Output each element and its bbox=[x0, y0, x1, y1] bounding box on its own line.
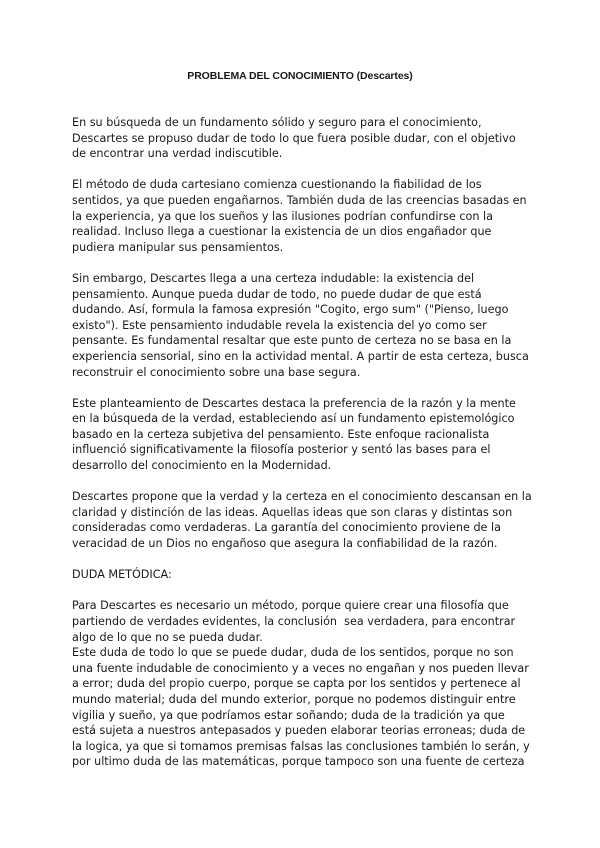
document-body bbox=[72, 115, 532, 770]
paragraph-intro: En su búsqueda de un fundamento sólido y seguro para el conocimiento, Descartes se propuso dudar de todo lo que fuera posible dudar, con el objetivo de encontrar una verdad indiscutible. bbox=[72, 116, 516, 161]
document-title: PROBLEMA DEL CONOCIMIENTO (Descartes) bbox=[187, 70, 413, 82]
paragraph-duda-metodica: Para Descartes es necesario un método, porque quiere crear una filosofía que partiendo de verdades evidentes, la conclusión sea verdadera, para encontrar algo de lo que no se pueda dudar. Este duda de todo lo que se puede dudar, duda de los sentidos, porque no son una fuente indudable de conocimiento y a veces no engañan y nos pueden llevar a error; duda del propio cuerpo, porque se capta por los sentidos y pertenece al mundo material; duda del mundo exterior, porque no podemos distinguir entre vigilia y sueño, ya que podríamos estar soñando; duda de la tradición ya que está sujeta a nuestros antepasados y pueden elaborar teorias erroneas; duda de la logica, ya que si tomamos premisas falsas las conclusiones también lo serán, y por ultimo duda de las matemáticas, porque tampoco son una fuente de certeza bbox=[72, 599, 530, 769]
paragraph-clarity: Descartes propone que la verdad y la certeza en el conocimiento descansan en la claridad y distinción de las ideas. Aquellas ideas que son claras y distintas son consideradas como verdaderas. La garantía del conocimiento proviene de la veracidad de un Dios no engañoso que asegura la confiabilidad de la razón. bbox=[72, 490, 532, 551]
section-heading-duda-metodica: DUDA METÓDICA: bbox=[72, 568, 172, 582]
paragraph-method: El método de duda cartesiano comienza cuestionando la fiabilidad de los sentidos, ya que pueden engañarnos. También duda de las creencias basadas en la experiencia, ya que los sueños y las ilusiones podrían confundirse con la realidad. Incluso llega a cuestionar la existencia de un dios engañador que pudiera manipular sus pensamientos. bbox=[72, 178, 527, 254]
paragraph-rationalism: Este planteamiento de Descartes destaca la preferencia de la razón y la mente en la búsqueda de la verdad, estableciendo así un fundamento epistemológico basado en la certeza subjetiva del pensamiento. Este enfoque racionalista influenció significativamente la filosofía posterior y sentó las bases para el desarrollo del conocimiento en la Modernidad. bbox=[72, 396, 516, 473]
paragraph-cogito: Sin embargo, Descartes llega a una certeza indudable: la existencia del pensamiento. Aunque pueda dudar de todo, no puede dudar de que está dudando. Así, formula la famosa expresión "Cogito, ergo sum" ("Pienso, luego existo"). Este pensamiento indudable revela la existencia del yo como ser pensante. Es fundamental resaltar que este punto de certeza no se basa en la experiencia sensorial, sino en la actividad mental. A partir de esta certeza, busca reconstruir el conocimiento sobre una base segura. bbox=[72, 271, 529, 379]
